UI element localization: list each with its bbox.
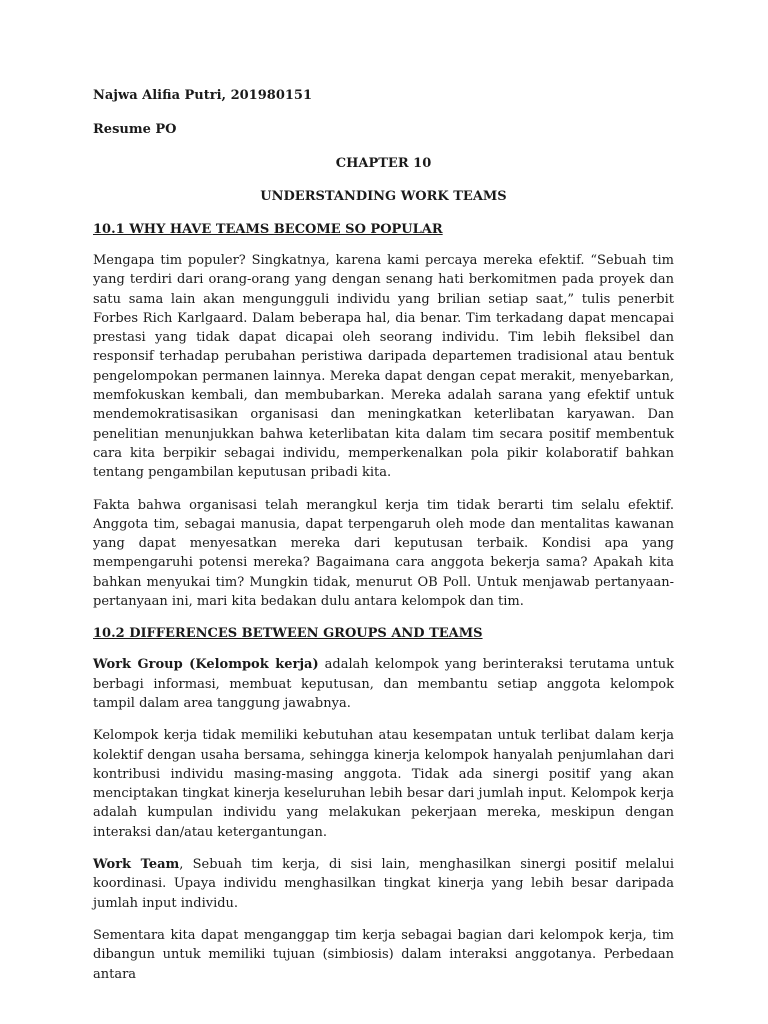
term-work-team: Work Team	[93, 857, 180, 873]
chapter-number: CHAPTER 10	[335, 156, 432, 171]
document-body	[93, 86, 674, 997]
chapter-title: UNDERSTANDING WORK TEAMS	[260, 189, 507, 204]
section-heading-10-1: 10.1 WHY HAVE TEAMS BECOME SO POPULAR	[93, 222, 443, 237]
paragraph-work-team	[93, 855, 674, 913]
section-heading-10-2: 10.2 DIFFERENCES BETWEEN GROUPS AND TEAMS	[93, 626, 483, 642]
paragraph-work-group	[93, 655, 674, 713]
paragraph-teams-popular: Mengapa tim populer? Singkatnya, karena kami percaya mereka efektif. “Sebuah tim yang terdiri dari orang-orang yang dengan senang hati berkomitmen pada proyek dan satu sama lain akan mengungguli individu yang brilian setiap saat,” tulis penerbit Forbes Rich Karlgaard. Dalam beberapa hal, dia benar. Tim terkadang dapat mencapai prestasi yang tidak dapat dicapai oleh seorang individu. Tim lebih fleksibel dan responsif terhadap perubahan peristiwa daripada departemen tradisional atau bentuk pengelompokan permanen lainnya. Mereka dapat dengan cepat merakit, menyebarkan, memfokuskan kembali, dan membubarkan. Mereka adalah sarana yang efektif untuk mendemokratisasikan organisasi dan meningkatkan keterlibatan karyawan. Dan penelitian menunjukkan bahwa keterlibatan kita dalam tim secara positif membentuk cara kita berpikir sebagai individu, memperkenalkan pola pikir kolaboratif bahkan tentang pengambilan keputusan pribadi kita.	[93, 253, 674, 481]
author-line: Najwa Alifia Putri, 201980151	[93, 88, 312, 103]
term-work-group: Work Group (Kelompok kerja)	[93, 657, 319, 673]
work-team-definition: , Sebuah tim kerja, di sisi lain, menghasilkan sinergi positif melalui koordinasi. Upaya individu menghasilkan tingkat kinerja yang lebih besar daripada jumlah input individu.	[93, 857, 674, 911]
subject-line: Resume PO	[93, 122, 177, 137]
work-group-definition: adalah kelompok yang berinteraksi terutama untuk berbagi informasi, membuat keputusan, dan membantu setiap anggota kelompok tampil dalam area tanggung jawabnya.	[93, 657, 674, 711]
paragraph-teams-effective: Fakta bahwa organisasi telah merangkul kerja tim tidak berarti tim selalu efektif. Anggota tim, sebagai manusia, dapat terpengaruh oleh mode dan mentalitas kawanan yang dapat menyesatkan mereka dari keputusan terbaik. Kondisi apa yang mempengaruhi potensi mereka? Bagaimana cara anggota bekerja sama? Apakah kita bahkan menyukai tim? Mungkin tidak, menurut OB Poll. Untuk menjawab pertanyaan-pertanyaan ini, mari kita bedakan dulu antara kelompok dan tim.	[93, 497, 674, 610]
paragraph-work-group-detail: Kelompok kerja tidak memiliki kebutuhan atau kesempatan untuk terlibat dalam kerja kolektif dengan usaha bersama, sehingga kinerja kelompok hanyalah penjumlahan dari kontribusi individu masing-masing anggota. Tidak ada sinergi positif yang akan menciptakan tingkat kinerja keseluruhan lebih besar dari jumlah input. Kelompok kerja adalah kumpulan individu yang melakukan pekerjaan mereka, meskipun dengan interaksi dan/atau ketergantungan.	[93, 728, 674, 840]
paragraph-team-vs-group: Sementara kita dapat menganggap tim kerja sebagai bagian dari kelompok kerja, tim dibangun untuk memiliki tujuan (simbiosis) dalam interaksi anggotanya. Perbedaan antara	[93, 927, 674, 982]
